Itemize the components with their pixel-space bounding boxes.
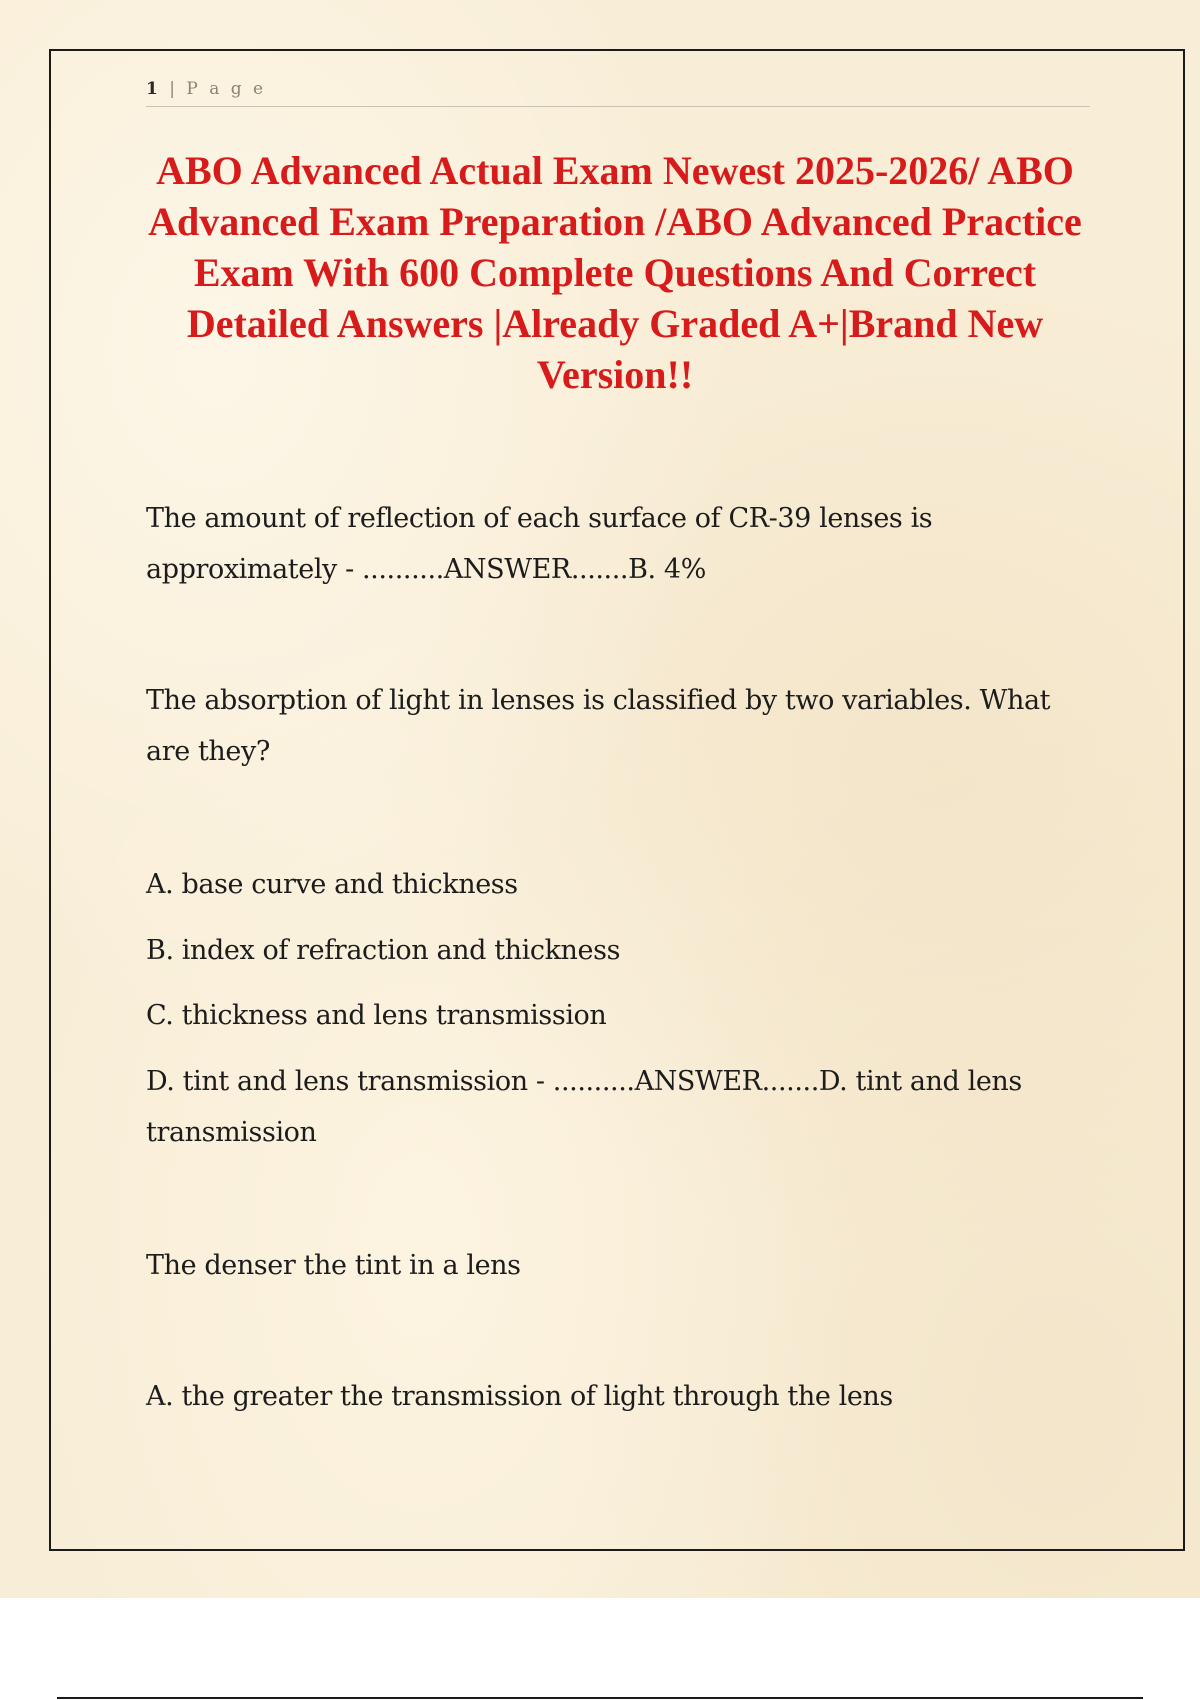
question-2-option-c: C. thickness and lens transmission (146, 1000, 607, 1031)
question-3-option-a: A. the greater the transmission of light through the lens (146, 1381, 893, 1412)
question-2-option-d: D. tint and lens transmission - ..........ANSWER.......D. tint and lens transmission (146, 1066, 1022, 1148)
page-label: | P a g e (169, 79, 267, 99)
question-2-option-b: B. index of refraction and thickness (146, 935, 621, 966)
question-2-text: The absorption of light in lenses is classified by two variables. What are they? (146, 685, 1051, 767)
question-2-option-a: A. base curve and thickness (146, 869, 518, 900)
page-header (146, 76, 1090, 107)
question-1-text: The amount of reflection of each surface of CR-39 lenses is approximately - ..........ANSWER.......B. 4% (146, 503, 933, 585)
footer-rule (57, 1697, 1143, 1699)
question-3-text: The denser the tint in a lens (146, 1250, 521, 1281)
document-title: ABO Advanced Actual Exam Newest 2025-2026/ ABO Advanced Exam Preparation /ABO Advanced Practice Exam With 600 Complete Questions And Correct Detailed Answers |Already Graded A+|Brand New Version!! (148, 148, 1082, 397)
page-number: 1 (146, 79, 161, 99)
